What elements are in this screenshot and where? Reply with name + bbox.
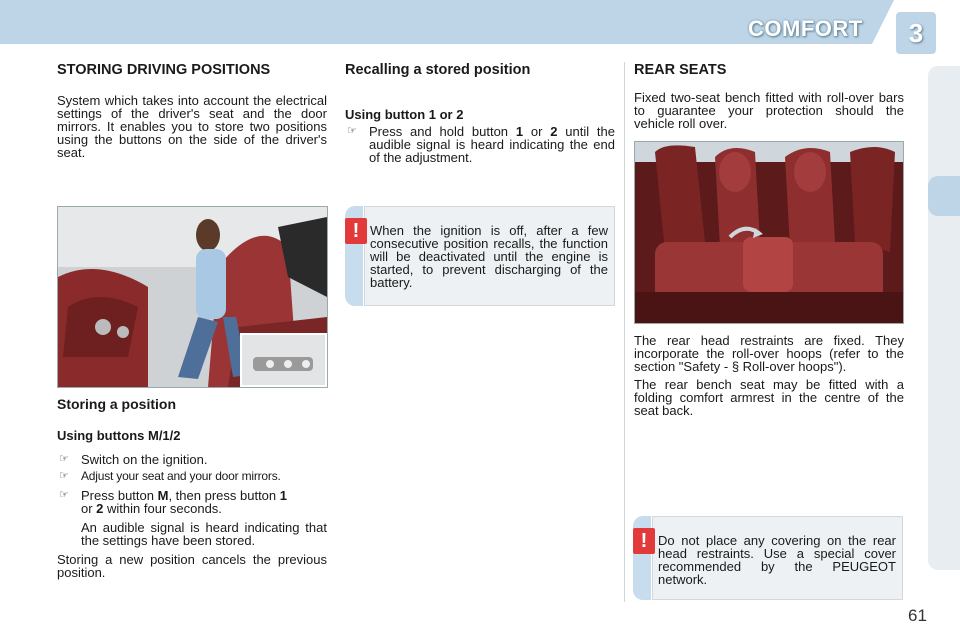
rear-seats-heading: REAR SEATS — [634, 62, 727, 78]
chapter-number: 3 — [896, 12, 936, 54]
warning-icon: ! — [345, 218, 367, 244]
step-2: ☞ Adjust your seat and your door mirrors. — [59, 469, 281, 483]
right-column — [634, 62, 904, 130]
storing-heading: STORING DRIVING POSITIONS — [57, 62, 271, 78]
storing-intro: System which takes into account the electrical settings of the driver's seat and the door mirrors. It enables you to store two positions using the buttons on the side of the driver's seat. — [57, 93, 327, 160]
ignition-warning — [345, 206, 615, 306]
step-3: ☞ Press button M, then press button 1 or 2 within four seconds. — [59, 488, 287, 516]
bullet-icon: ☞ — [347, 125, 357, 137]
bullet-icon: ☞ — [59, 489, 69, 501]
side-tab-active — [928, 176, 960, 216]
driver-seat-illustration — [58, 207, 327, 387]
storing-position-section — [57, 396, 327, 579]
storing-outro: Storing a new position cancels the previous position. — [57, 552, 327, 580]
driver-seat-photo — [57, 206, 328, 388]
rear-seats-text — [634, 334, 904, 417]
head-restraint-warning-text: Do not place any covering on the rear head restraints. Use a special cover recommended by the PEUGEOT network. — [658, 533, 896, 587]
head-restraint-warning — [633, 516, 903, 600]
left-column — [57, 62, 327, 159]
head-restraints-paragraph: The rear head restraints are fixed. They incorporate the roll-over hoops (refer to the section "Safety - § Roll-over hoops"). — [634, 333, 904, 374]
button-1-or-2-heading: Using button 1 or 2 — [345, 107, 464, 122]
column-divider — [624, 62, 625, 602]
bullet-icon: ☞ — [59, 470, 69, 482]
armrest-paragraph: The rear bench seat may be fitted with a folding comfort armrest in the centre of the seat back. — [634, 377, 904, 418]
buttons-m12-heading: Using buttons M/1/2 — [57, 428, 181, 443]
middle-column — [345, 62, 615, 164]
recall-step: ☞ Press and hold button 1 or 2 until the audible signal is heard indicating the end of the adjustment. — [347, 124, 615, 165]
chapter-title: COMFORT — [748, 16, 863, 41]
page-number: 61 — [908, 606, 927, 625]
step-3-note: An audible signal is heard indicating that the settings have been stored. — [81, 520, 327, 548]
side-tab — [928, 66, 960, 570]
warning-icon: ! — [633, 528, 655, 554]
rear-seats-illustration — [635, 142, 903, 323]
bullet-icon: ☞ — [59, 453, 69, 465]
step-1: ☞ Switch on the ignition. — [59, 452, 208, 467]
rear-seats-photo — [634, 141, 904, 324]
recalling-heading: Recalling a stored position — [345, 62, 531, 78]
storing-position-heading: Storing a position — [57, 396, 176, 412]
ignition-warning-text: When the ignition is off, after a few consecutive position recalls, the function will be deactivated until the engine is started, to prevent discharging of the battery. — [370, 223, 608, 290]
rear-seats-intro: Fixed two-seat bench fitted with roll-over bars to guarantee your protection should the vehicle roll over. — [634, 90, 904, 131]
